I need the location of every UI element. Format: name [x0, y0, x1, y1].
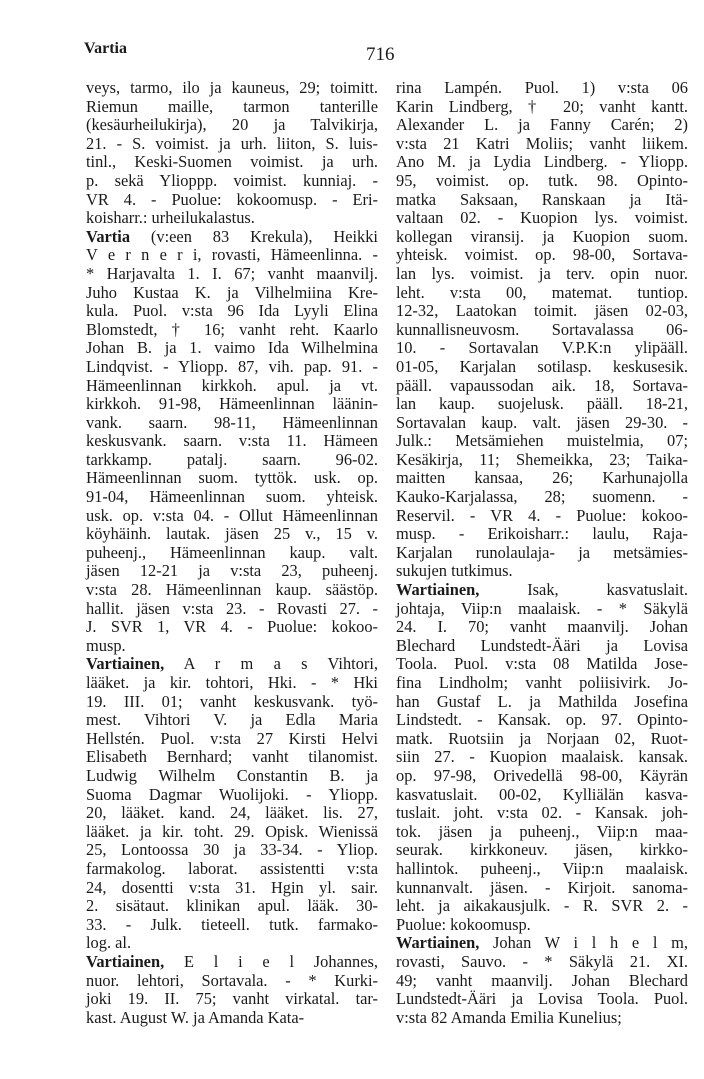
text-line — [86, 637, 378, 656]
entry-surname: Wartiainen, — [396, 933, 480, 953]
text-line — [86, 674, 378, 693]
line-text: johtaja, Viip:n maalaisk. - * Säkylä — [396, 598, 688, 618]
line-text: lan kaup. suojelusk. pääll. 18-21, — [396, 394, 688, 414]
text-line — [396, 79, 688, 98]
text-line — [396, 990, 688, 1009]
line-text: tinl., Keski-Suomen voimist. ja urh. — [86, 152, 378, 172]
line-text: Karin Lindberg, † 20; vanht kantt. — [396, 96, 688, 116]
right-column — [396, 79, 688, 1027]
line-text: tok. jäsen ja puheenj., Viip:n maa- — [396, 821, 688, 841]
text-line — [396, 916, 688, 935]
line-text: tarkkamp. patalj. saarn. 96-02. — [86, 449, 378, 469]
line-text: 01-05, Karjalan sotilasp. keskusesik. — [396, 356, 688, 376]
line-text: lan lys. voimist. ja terv. opin nuor. — [396, 263, 688, 283]
line-text: Puolue: kokoomusp. — [396, 914, 531, 934]
line-text: mest. Vihtori V. ja Edla Maria — [86, 710, 378, 730]
line-text: Riemun maille, tarmon tanterille — [86, 96, 378, 116]
text-line — [86, 116, 378, 135]
text-line — [396, 228, 688, 247]
line-text: Johan W i l h e l m, — [479, 933, 688, 953]
line-text: 10. - Sortavalan V.P.K:n ylipääll. — [396, 338, 688, 358]
line-text: 24, dosentti v:sta 31. Hgin yl. sair. — [86, 877, 378, 897]
line-text: Reservil. - VR 4. - Puolue: kokoo- — [396, 505, 688, 525]
text-line — [396, 525, 688, 544]
line-text: Johan B. ja 1. vaimo Ida Wilhelmina — [86, 338, 378, 358]
text-line — [86, 544, 378, 563]
line-text: joki 19. II. 75; vanht virkatal. tar- — [86, 989, 378, 1009]
line-text: E l i e l Johannes, — [164, 951, 378, 971]
text-line — [396, 414, 688, 433]
running-head: Vartia — [84, 40, 127, 57]
text-line — [396, 972, 688, 991]
page-number: 716 — [366, 44, 395, 65]
line-text: VR 4. - Puolue: kokoomusp. - Eri- — [86, 189, 378, 209]
line-text: kula. Puol. v:sta 96 Ida Lyyli Elina — [86, 301, 378, 321]
line-text: 25, Lontoossa 30 ja 33-34. - Yliop. — [86, 840, 378, 860]
line-text: Blechard Lundstedt-Ääri ja Lovisa — [396, 635, 688, 655]
text-line — [86, 841, 378, 860]
text-line — [396, 358, 688, 377]
entry-surname: Vartiainen, — [86, 951, 165, 971]
text-line — [396, 339, 688, 358]
text-line — [396, 1009, 688, 1028]
text-line — [86, 711, 378, 730]
line-text: koisharr.: urheilukalastus. — [86, 208, 255, 228]
line-text: köyhäinh. lautak. jäsen 25 v., 15 v. — [86, 524, 378, 544]
line-text: Hämeenlinnan suom. tyttök. usk. op. — [86, 468, 378, 488]
text-line — [86, 265, 378, 284]
text-line — [86, 953, 378, 972]
line-text: puheenj., Hämeenlinnan kaup. valt. — [86, 542, 378, 562]
text-line — [86, 934, 378, 953]
text-line — [86, 897, 378, 916]
line-text: veys, tarmo, ilo ja kauneus, 29; toimitt. — [86, 78, 378, 97]
text-line — [396, 395, 688, 414]
line-text: usk. op. v:sta 04. - Ollut Hämeenlinnan — [86, 505, 378, 525]
text-line — [86, 135, 378, 154]
line-text: J. SVR 1, VR 4. - Puolue: kokoo- — [86, 617, 378, 637]
line-text: p. sekä Ylioppp. voimist. kunniaj. - — [86, 170, 378, 190]
text-line — [86, 730, 378, 749]
line-text: Karjalan runolaulaja- ja metsämies- — [396, 542, 688, 562]
text-line — [396, 191, 688, 210]
text-line — [86, 748, 378, 767]
text-line — [86, 358, 378, 377]
text-line — [396, 879, 688, 898]
line-text: pääll. vapaussodan aik. 18, Sortava- — [396, 375, 688, 395]
line-text: 2. sisätaut. klinikan apul. lääk. 30- — [86, 896, 378, 916]
line-text: 91-04, Hämeenlinnan suom. yhteisk. — [86, 487, 378, 507]
line-text: kollegan viransij. ja Kuopion suom. — [396, 226, 688, 246]
text-line — [86, 377, 378, 396]
text-line — [86, 600, 378, 619]
line-text: Lundstedt-Ääri ja Lovisa Toola. Puol. — [396, 989, 688, 1009]
text-line — [396, 377, 688, 396]
text-line — [86, 414, 378, 433]
text-line — [86, 488, 378, 507]
entry-surname: Vartia — [86, 226, 131, 246]
line-text: op. 97-98, Orivedellä 98-00, Käyrän — [396, 765, 688, 785]
line-text: matk. Ruotsiin ja Norjaan 02, Ruot- — [396, 728, 688, 748]
text-line — [396, 804, 688, 823]
line-text: 19. III. 01; vanht keskusvank. työ- — [86, 691, 378, 711]
text-line — [396, 284, 688, 303]
entry-surname: Wartiainen, — [396, 580, 480, 600]
text-line — [396, 730, 688, 749]
line-text: Lindstedt. - Kansak. op. 97. Opinto- — [396, 710, 688, 730]
line-text: 95, voimist. op. tutk. 98. Opinto- — [396, 170, 688, 190]
line-text: * Harjavalta 1. I. 67; vanht maanvilj. — [86, 263, 378, 283]
line-text: Sortavalan kaup. valt. jäsen 29-30. - — [396, 412, 688, 432]
text-line — [396, 934, 688, 953]
text-line — [396, 321, 688, 340]
text-line — [86, 469, 378, 488]
text-line — [396, 172, 688, 191]
line-text: maitten kansaa, 26; Karhunajolla — [396, 468, 688, 488]
line-text: Toola. Puol. v:sta 08 Matilda Jose- — [396, 654, 688, 674]
text-line — [86, 209, 378, 228]
text-line — [396, 618, 688, 637]
text-line — [396, 767, 688, 786]
line-text: rovasti, Sauvo. - * Säkylä 21. XI. — [396, 951, 688, 971]
text-line — [86, 1009, 378, 1028]
text-line — [86, 879, 378, 898]
line-text: Blomstedt, † 16; vanht reht. Kaarlo — [86, 319, 378, 339]
line-text: v:sta 28. Hämeenlinnan kaup. säästöp. — [86, 580, 378, 600]
text-line — [396, 897, 688, 916]
text-line — [86, 98, 378, 117]
text-line — [86, 302, 378, 321]
text-line — [86, 395, 378, 414]
line-text: Alexander L. ja Fanny Carén; 2) — [396, 115, 688, 135]
text-line — [86, 432, 378, 451]
text-line — [86, 786, 378, 805]
text-line — [86, 618, 378, 637]
line-text: 20, lääket. kand. 24, lääket. lis. 27, — [86, 803, 378, 823]
text-line — [86, 339, 378, 358]
line-text: valtaan 02. - Kuopion lys. voimist. — [396, 208, 688, 228]
text-line — [86, 79, 378, 98]
line-text: leht. ja aikakausjulk. - R. SVR 2. - — [396, 896, 688, 916]
line-text: Lindqvist. - Yliopp. 87, vih. pap. 91. - — [86, 356, 378, 376]
line-text: 12-32, Laatokan toimit. jäsen 02-03, — [396, 301, 688, 321]
line-text: kunnanvalt. jäsen. - Kirjoit. sanoma- — [396, 877, 688, 897]
line-text: farmakolog. laborat. assistentti v:sta — [86, 858, 378, 878]
text-line — [86, 990, 378, 1009]
text-line — [396, 544, 688, 563]
text-line — [396, 860, 688, 879]
line-text: v:sta 82 Amanda Emilia Kunelius; — [396, 1007, 622, 1027]
line-text: kasvatuslait. 00-02, Kylliälän kasva- — [396, 784, 688, 804]
text-line — [86, 507, 378, 526]
line-text: vank. saarn. 98-11, Hämeenlinnan — [86, 412, 378, 432]
line-text: han Gustaf L. ja Mathilda Josefina — [396, 691, 688, 711]
line-text: 49; vanht maanvilj. Johan Blechard — [396, 970, 688, 990]
text-line — [396, 637, 688, 656]
text-line — [86, 581, 378, 600]
text-line — [396, 581, 688, 600]
text-line — [396, 265, 688, 284]
line-text: Julk.: Metsämiehen muistelmia, 07; — [396, 431, 688, 451]
line-text: seurak. kirkkoneuv. jäsen, kirkko- — [396, 840, 688, 860]
text-line — [396, 302, 688, 321]
line-text: Elisabeth Bernhard; vanht tilanomist. — [86, 747, 378, 767]
line-text: sukujen tutkimus. — [396, 561, 513, 581]
text-line — [86, 525, 378, 544]
line-text: hallit. jäsen v:sta 23. - Rovasti 27. - — [86, 598, 378, 618]
line-text: 24. I. 70; vanht maanvilj. Johan — [396, 617, 688, 637]
text-line — [396, 432, 688, 451]
text-line — [396, 98, 688, 117]
text-line — [396, 841, 688, 860]
line-text: kunnallisneuvosm. Sortavalassa 06- — [396, 319, 688, 339]
text-line — [396, 823, 688, 842]
text-line — [86, 451, 378, 470]
text-line — [86, 823, 378, 842]
text-line — [396, 655, 688, 674]
text-line — [396, 600, 688, 619]
line-text: lääket. ja kir. tohtori, Hki. - * Hki — [86, 673, 378, 692]
text-line — [396, 748, 688, 767]
line-text: Hellstén. Puol. v:sta 27 Kirsti Helvi — [86, 728, 378, 748]
line-text: nuor. lehtori, Sortavala. - * Kurki- — [86, 970, 378, 990]
line-text: kast. August W. ja Amanda Kata- — [86, 1007, 305, 1027]
left-column — [86, 79, 378, 1027]
text-line — [396, 562, 688, 581]
text-line — [86, 767, 378, 786]
text-line — [86, 916, 378, 935]
line-text: rina Lampén. Puol. 1) v:sta 06 — [396, 78, 688, 97]
text-line — [396, 469, 688, 488]
line-text: jäsen 12-21 ja v:sta 23, puheenj. — [86, 561, 378, 581]
line-text: lääket. ja kir. toht. 29. Opisk. Wienissä — [86, 821, 378, 841]
line-text: keskusvank. saarn. v:sta 11. Hämeen — [86, 431, 378, 451]
line-text: 21. - S. voimist. ja urh. liiton, S. luis- — [86, 133, 378, 153]
entry-surname: Vartiainen, — [86, 654, 165, 674]
line-text: Ano M. ja Lydia Lindberg. - Yliopp. — [396, 152, 688, 172]
text-line — [396, 711, 688, 730]
text-line — [86, 172, 378, 191]
line-text: Isak, kasvatuslait. — [479, 580, 688, 600]
line-text: tuslait. joht. v:sta 02. - Kansak. joh- — [396, 803, 688, 823]
text-line — [396, 953, 688, 972]
line-text: Ludwig Wilhelm Constantin B. ja — [86, 765, 378, 785]
line-text: musp. - Erikoisharr.: laulu, Raja- — [396, 524, 688, 544]
line-text: log. al. — [86, 933, 132, 953]
text-line — [396, 116, 688, 135]
text-line — [396, 153, 688, 172]
text-line — [396, 693, 688, 712]
text-line — [86, 153, 378, 172]
text-line — [86, 246, 378, 265]
text-line — [86, 562, 378, 581]
text-line — [396, 135, 688, 154]
line-text: Hämeenlinnan kirkkoh. apul. ja vt. — [86, 375, 378, 395]
line-text: fina Lindholm; vanht poliisivirk. Jo- — [396, 673, 688, 692]
text-line — [396, 488, 688, 507]
text-line — [86, 804, 378, 823]
line-text: (kesäurheilukirja), 20 ja Talvikirja, — [86, 115, 378, 135]
text-line — [396, 246, 688, 265]
line-text: Suoma Dagmar Wuolijoki. - Yliopp. — [86, 784, 378, 804]
line-text: Kesäkirja, 11; Shemeikka, 23; Taika- — [396, 449, 688, 469]
text-line — [396, 451, 688, 470]
text-line — [86, 284, 378, 303]
line-text: 33. - Julk. tieteell. tutk. farmako- — [86, 914, 378, 934]
line-text: hallintok. puheenj., Viip:n maalaisk. — [396, 858, 688, 878]
line-text: (v:een 83 Krekula), Heikki — [130, 226, 378, 246]
line-text: A r m a s Vihtori, — [164, 654, 378, 674]
text-line — [86, 693, 378, 712]
line-text: V e r n e r i, rovasti, Hämeenlinna. - — [86, 245, 378, 265]
text-line — [86, 191, 378, 210]
text-line — [86, 228, 378, 247]
text-line — [86, 321, 378, 340]
text-line — [86, 655, 378, 674]
line-text: v:sta 21 Katri Moliis; vanht liikem. — [396, 133, 688, 153]
line-text: Juho Kustaa K. ja Vilhelmiina Kre- — [86, 282, 378, 302]
line-text: Kauko-Karjalassa, 28; suomenn. - — [396, 487, 688, 507]
text-line — [396, 674, 688, 693]
text-line — [396, 786, 688, 805]
line-text: siin 27. - Kuopion maalaisk. kansak. — [396, 747, 688, 767]
text-line — [396, 209, 688, 228]
text-line — [396, 507, 688, 526]
line-text: musp. — [86, 635, 126, 655]
text-line — [86, 972, 378, 991]
text-line — [86, 860, 378, 879]
line-text: leht. v:sta 00, matemat. tuntiop. — [396, 282, 688, 302]
line-text: matka Saksaan, Ranskaan ja Itä- — [396, 189, 688, 209]
line-text: yhteisk. voimist. op. 98-00, Sortava- — [396, 245, 688, 265]
line-text: kirkkoh. 91-98, Hämeenlinnan läänin- — [86, 394, 378, 414]
